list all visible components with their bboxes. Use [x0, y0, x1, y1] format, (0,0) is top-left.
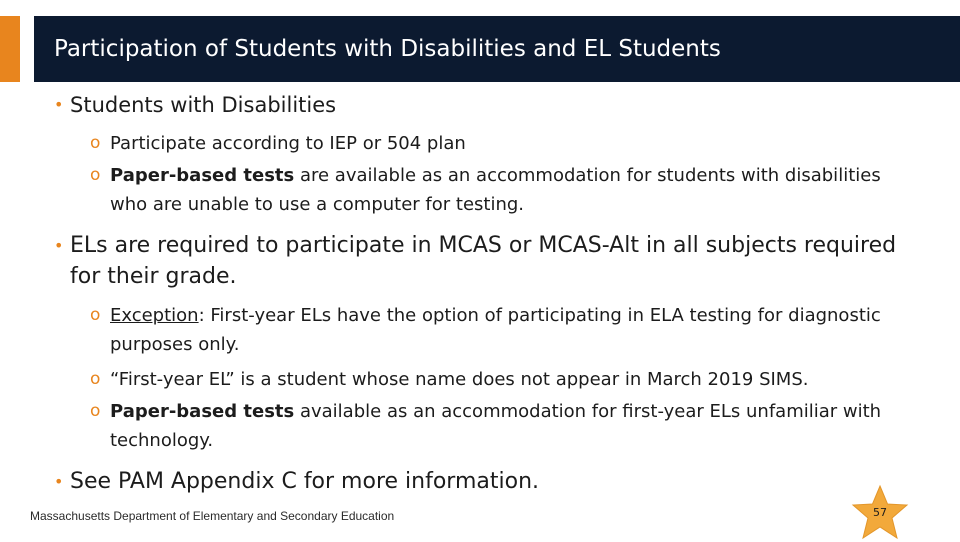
sub-bullet-text: “First-year EL” is a student whose name does not appear in March 2019 SIMS. [110, 369, 809, 390]
bullet-dot-icon: • [54, 236, 64, 255]
bullet-dot-icon: • [54, 472, 64, 491]
sub-bullet-marker-icon: o [90, 305, 101, 325]
sub-bullet-text: available as an accommodation for first-year ELs unfamiliar with technology. [110, 401, 882, 451]
sub-bullet-text: are available as an accommodation for students with disabilities who are unable to use a computer for testing. [110, 165, 881, 215]
bullet-text: ELs are required to participate in MCAS or MCAS-Alt in all subjects required for their grade. [70, 233, 897, 289]
sub-bullet-paper-tests-els [90, 397, 890, 455]
bullet-see-pam-appendix [54, 466, 870, 497]
sub-bullet-first-year-el-definition [90, 365, 950, 394]
sub-bullet-marker-icon: o [90, 165, 101, 185]
sub-bullet-marker-icon: o [90, 133, 101, 153]
sub-bullet-marker-icon: o [90, 401, 101, 421]
sub-bullet-bold-text: Paper-based tests [110, 401, 295, 422]
page-number: 57 [873, 506, 887, 519]
sub-bullet-bold-text: Paper-based tests [110, 165, 295, 186]
bullet-text: See PAM Appendix C for more information. [70, 469, 540, 494]
bullet-dot-icon: • [54, 95, 64, 114]
footer-organization: Massachusetts Department of Elementary and Secondary Education [30, 509, 395, 523]
sub-bullet-underlined-text: Exception [110, 305, 199, 326]
slide-title: Participation of Students with Disabilities and EL Students [54, 36, 721, 62]
title-bar [34, 16, 960, 82]
sub-bullet-text: Participate according to IEP or 504 plan [110, 133, 466, 154]
sub-bullet-text: : First-year ELs have the option of participating in ELA testing for diagnostic purposes only. [110, 305, 881, 355]
sub-bullet-iep-504 [90, 129, 890, 158]
bullet-text: Students with Disabilities [70, 93, 337, 117]
sub-bullet-exception [90, 301, 920, 359]
bullet-students-with-disabilities [54, 90, 336, 120]
sub-bullet-marker-icon: o [90, 369, 101, 389]
bullet-els-required [54, 230, 930, 292]
sub-bullet-paper-tests-disabilities [90, 161, 890, 219]
orange-accent-bar [0, 16, 20, 82]
